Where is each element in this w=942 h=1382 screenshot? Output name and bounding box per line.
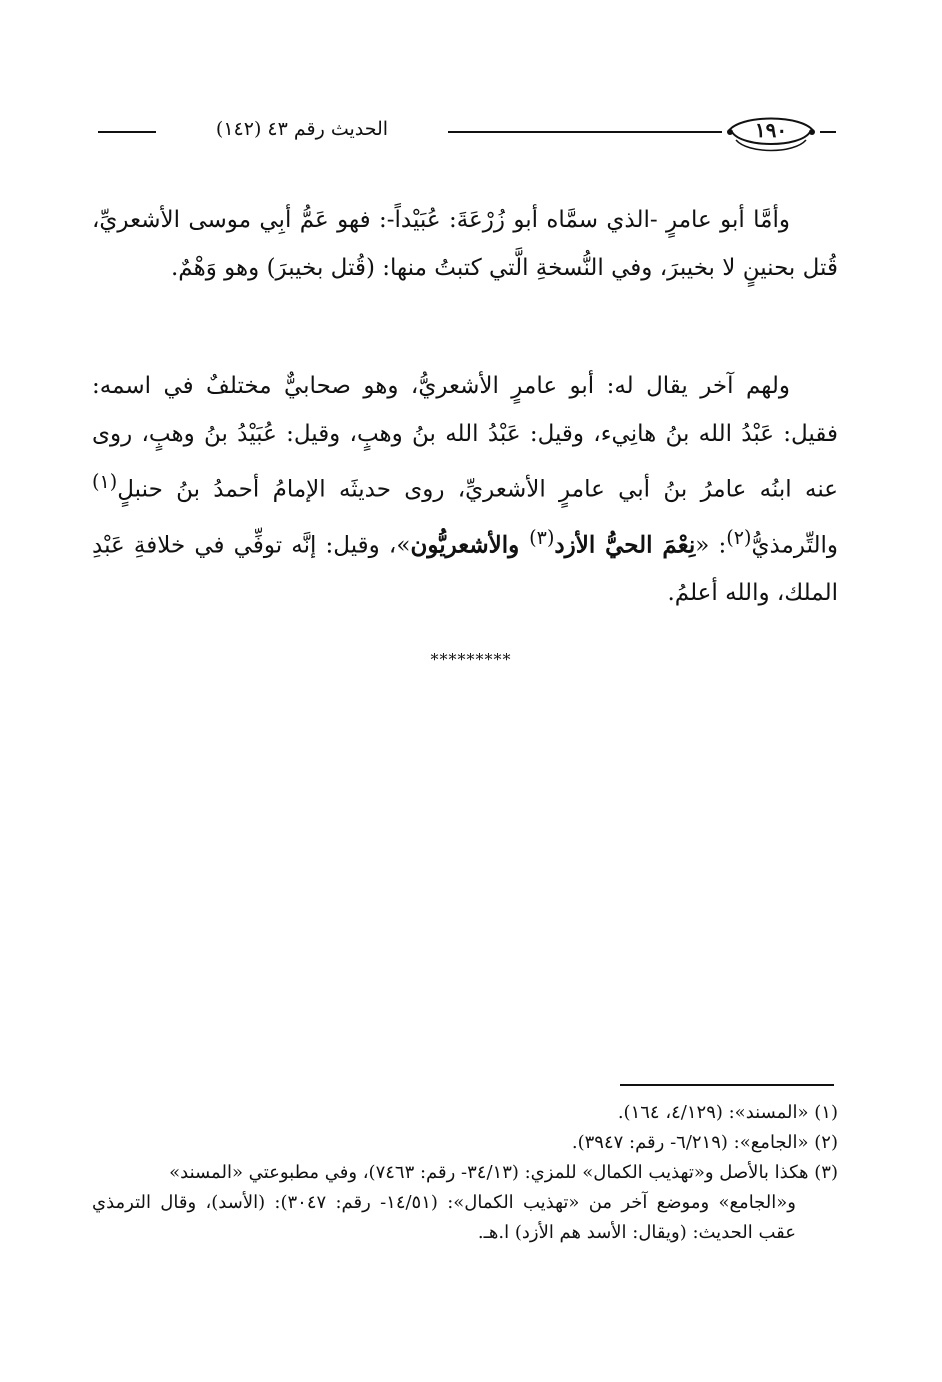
header-rule-left (98, 131, 156, 133)
page-number: ١٩٠ (754, 118, 788, 142)
paragraph-2 (92, 362, 838, 617)
hadith-quote-part-1: نِعْمَ الحيُّ الأزد (554, 531, 696, 559)
footnote-1: (١) «المسند»: (٤/١٢٩، ١٦٤). (617, 1102, 838, 1123)
footnote-divider (620, 1084, 834, 1086)
running-header (92, 110, 838, 156)
header-rule-right (820, 131, 836, 133)
footnote-ref-1: (١) (92, 470, 118, 493)
footnote-3-line-1: (٣) هكذا بالأصل و«تهذيب الكمال» للمزي: (٣٤/١٣- رقم: ٧٤٦٣)، وفي مطبوعتي «المسند» (169, 1162, 838, 1183)
footnote-3-continuation: و«الجامع» وموضع آخر من «تهذيب الكمال»: (١٤/٥١- رقم: ٣٠٤٧): (الأسد)، وقال الترمذي عقب الحديث: (ويقال: الأسد هم الأزد) ا.هـ. (92, 1192, 796, 1243)
paragraph-1: وأمَّا أبو عامرٍ -الذي سمَّاه أبو زُرْعَةَ: عُبَيْداً-: فهو عَمُّ أبِي موسى الأشعريِّ، قُتل بحنينٍ لا بخيبرَ، وفي النُّسخةِ الَّتي كتبتُ منها: (قُتل بخيبرَ) وهو وَهْمٌ. (92, 207, 838, 281)
footnote-ref-2: (٢) (726, 525, 752, 549)
footnotes (92, 1098, 838, 1248)
section-separator: ********* (430, 650, 512, 669)
footnote-2: (٢) «الجامع»: (٦/٢١٩- رقم: ٣٩٤٧). (571, 1132, 838, 1153)
paragraph-2-text-a: ولهم آخر يقال له: أبو عامرٍ الأشعريُّ، وهو صحابيٌّ مختلفٌ في اسمه: فقيل: عَبْدُ الله بنُ هانِيء، وقيل: عَبْدُ الله بنُ وهبٍ، وقيل: عُبَيْدُ بنُ وهبٍ، روى عنه ابنُه عامرُ بنُ أبي عامرٍ الأشعريِّ، روى حديثَه الإمامُ أحمدُ بنُ حنبلٍ (92, 373, 838, 503)
header-title: الحديث رقم ٤٣ (١٤٢) (215, 118, 389, 140)
page-number-badge (724, 110, 818, 154)
footnote-ref-3: (٣) (529, 525, 555, 549)
header-rule-middle (448, 131, 722, 133)
hadith-quote-part-2: والأشعريُّون (410, 531, 530, 559)
paragraph-2-text-d: »، وقيل: إنَّه توفِّي في خلافةِ عَبْدِ الملك، والله أعلمُ. (92, 532, 838, 607)
paragraph-2-text-b: والتِّرمذيُّ (751, 532, 839, 559)
paragraph-2-text-c: : « (695, 532, 727, 559)
